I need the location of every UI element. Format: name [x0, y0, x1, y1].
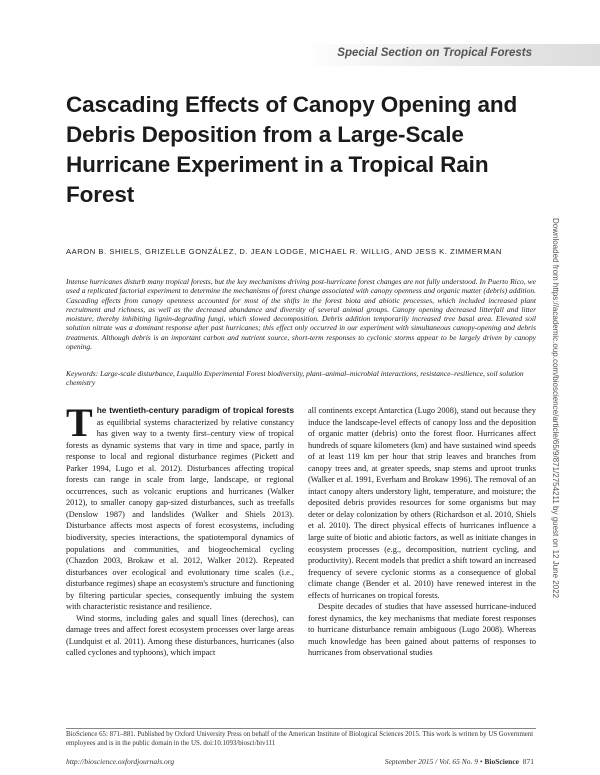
journal-url-link[interactable]: http://bioscience.oxfordjournals.org: [66, 757, 175, 766]
article-title: Cascading Effects of Canopy Opening and Debris Deposition from a Large-Scale Hurricane Experiment in a Tropical Rain Forest: [66, 92, 518, 207]
download-watermark: Downloaded from https://academic.oup.com/bioscience/article/65/9/871/2754211 by guest on 12 June 2022: [551, 218, 560, 599]
footnote-divider: [66, 728, 536, 729]
keywords: Keywords: Large-scale disturbance, Luquillo Experimental Forest biodiversity, plant–animal–microbial interactions, resistance–resilience, soil solution chemistry: [66, 369, 524, 388]
lead-in: he twentieth-century paradigm of tropical forests: [96, 405, 294, 415]
body-paragraph: Despite decades of studies that have assessed hurricane-induced forest dynamics, the key mechanisms that mediate forest responses to hurricane disturbance remain ambiguous (Lugo 2008). Whereas much knowledge has been gained about patterns of responses to hurricanes from observational studies: [308, 602, 536, 658]
body-paragraph: [66, 400, 294, 613]
page-info: [385, 757, 534, 766]
issue-info: September 2015 / Vol. 65 No. 9 •: [384, 757, 485, 766]
footnote: BioScience 65: 871–881. Published by Oxford University Press on behalf of the American Institute of Biological Sciences 2015. This work is written by US Government employees and is in the public domain in the US. doi:10.1093/biosci/biv111: [66, 731, 534, 747]
abstract: Intense hurricanes disturb many tropical forests, but the key mechanisms driving post-hurricane forest changes are not fully understood. In Puerto Rico, we used a replicated factorial experiment to determine the mechanisms of forest change associated with canopy openness and organic matter (debris) addition. Cascading effects from canopy openness accounted for most of the shifts in the forest biota and abiotic processes, which included increased plant recruitment and richness, as well as the decreased abundance and diversity of several animal groups. Canopy opening decreased litterfall and litter moisture, thereby inhibiting lignin-degrading fungi, which slowed decomposition. Debris addition temporarily increased tree basal area. Elevated soil solution nitrate was a dominant response after past hurricanes; this effect only occurred in our experiment with simultaneous canopy-opening and debris treatments. Although debris is an important carbon and nutrient source, short-term responses to cyclonic storms appear to be largely driven by canopy opening.: [66, 277, 536, 352]
drop-cap: T: [66, 400, 93, 445]
body-paragraph: Wind storms, including gales and squall lines (derechos), can damage trees and affect forest ecosystem processes over large areas (Lundquist et al. 2011). Among these disturbances, hurricanes (also called cyclones and typhoons), which impact: [66, 613, 294, 658]
page-number: 871: [522, 757, 534, 766]
paragraph-text: as equilibrial systems characterized by relative constancy has given way to a twenty first–century view of tropical forests as dynamic systems that vary in time and space, partly in response to local and regional disturbance regimes (Pickett and Parker 1994, Lugo et al. 2012). Disturbances affecting tropical forests can range in scale from large, landscape, or regional occurrences, such as volcanic eruptions and hurricanes (Walker 2012), to smaller canopy gap-sized disturbances, such as treefalls (Denslow 1987) and landslides (Walker and Shiels 2013). Disturbance affects most aspects of forest ecosystems, including biodiversity, species interactions, the spatiotemporal dynamics of populations and communities, and biogeochemical cycling (Chazdon 2003, Brokaw et al. 2012, Walker 2012). Repeated disturbances over ecological and evolutionary time scales (i.e., disturbance regimes) shape an ecosystem's structure and functioning by filtering particular species, consequently imbuing the system with characteristic resistance and resilience.: [66, 417, 294, 612]
author-list: AARON B. SHIELS, GRIZELLE GONZÁLEZ, D. JEAN LODGE, MICHAEL R. WILLIG, AND JESS K. ZIMMERMAN: [66, 247, 502, 256]
body-column-left: [66, 400, 294, 659]
body-paragraph: all continents except Antarctica (Lugo 2008), stand out because they induce the landscape-level effects of canopy loss and the deposition of organic matter (debris) onto the forest floor. Hurricanes affect hundreds of square kilometers (km) and have sustained wind speeds of at least 119 km per hour that strip leaves and branches from canopy trees and, at greater speeds, snap stems and uproot trunks (Walker et al. 1991, Everham and Brokaw 1996). The removal of an intact canopy alters understory light, temperature, and moisture; the deposited debris provides resources for some organisms but may deter or delay colonization by others (Richardson et al. 2010, Shiels et al. 2010). The direct physical effects of hurricanes influence a large suite of biotic and abiotic factors, as well as initiate changes in ecosystem processes (e.g., decomposition, nutrient cycling, and productivity). Recent models that predict a shift toward an increased frequency of severe cyclonic storms as a consequence of global climate change (Bender et al. 2010) have renewed interest in the effects of hurricanes on tropical forests.: [308, 406, 536, 600]
section-label: Special Section on Tropical Forests: [337, 47, 532, 59]
body-column-right: [308, 405, 536, 659]
journal-name: BioScience: [484, 757, 519, 766]
